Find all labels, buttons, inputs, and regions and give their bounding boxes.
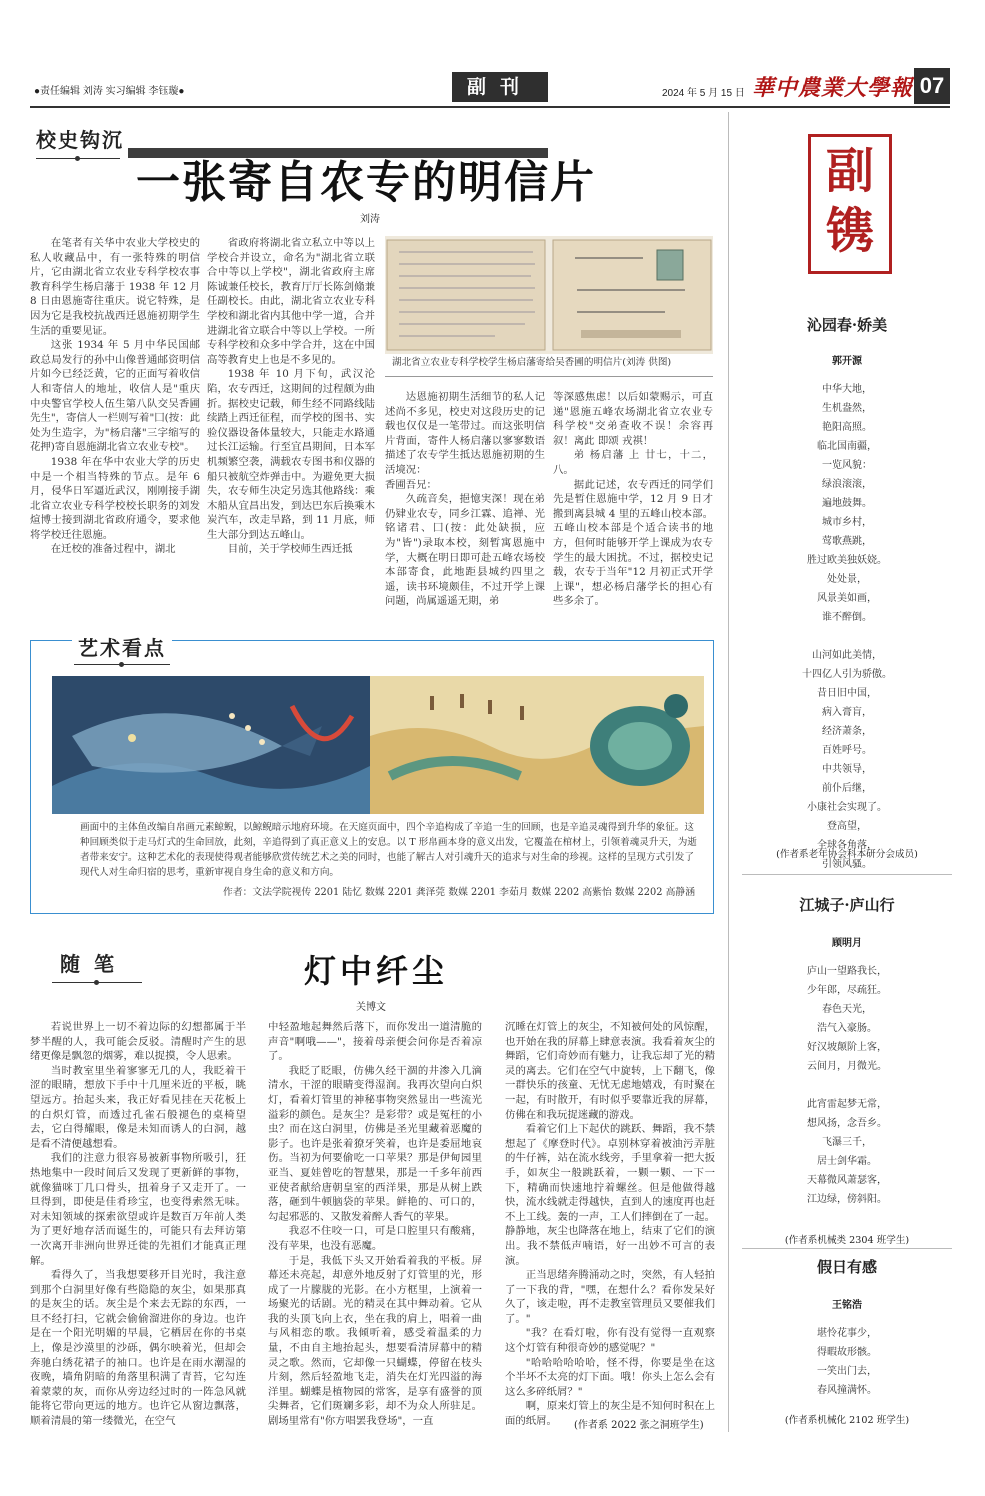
poem-line: 想风扬，念吾乡。: [807, 1118, 887, 1129]
poem-line: 庐山一望路我长，: [807, 966, 887, 977]
poem2-title: 江城子·庐山行: [799, 896, 895, 914]
poem-line: 十四亿人引为骄傲。: [802, 669, 892, 680]
article-author: 刘涛: [360, 214, 380, 225]
poem-line: 中共领导，: [822, 764, 872, 775]
sidebar-divider: [728, 112, 729, 1432]
poem-line: 谁不醉倒。: [822, 612, 872, 623]
essay-author: 关博文: [356, 1002, 386, 1013]
poem-line: 处处景，: [827, 574, 867, 585]
poem-line: 天幕微风萧瑟客，: [807, 1175, 887, 1186]
poem-line: 一览风貌：: [822, 460, 872, 471]
poem1-lines: [742, 380, 952, 874]
photo-caption: 湖北省立农业专科学校学生杨启藩寄给吴香圃的明信片(刘涛 供图): [392, 357, 672, 368]
art-caption: 画面中的主体鱼改编自帛画元素鲸鲵，以鲸鲵暗示地府环境。在天庭页面中，四个辛追构成了辛追一生的回顾，也是辛追灵魂得到升华的象征。这种回顾类似于走马灯式的生命回放，此刻，辛追得到了真正意义上的安息。以 T 形帛画本身的意义出发，它覆盖在棺材上，引领着魂灵升天，为逝者带来安宁。这种艺术化的表现使得观者能够欣赏传统艺术之美的同时，也能了解古人对引魂升天的追求与对生命的珍视。这样的呈现方式引发了现代人对生命归宿的思考，重新审视自身生命的意义和方向。: [80, 822, 697, 878]
poem-line: 艳阳高照。: [822, 422, 872, 433]
poem-line: 昔日旧中国，: [817, 688, 877, 699]
poem3-title: 假日有感: [816, 1258, 877, 1276]
poem-line: 云间月，月微光。: [807, 1061, 887, 1072]
poem-line: 生机盎然，: [822, 403, 872, 414]
poem-line: 胜过欧美独妖娆。: [807, 555, 887, 566]
artwork-right: [370, 676, 704, 814]
article1-col2: 省政府将湖北省立私立中等以上学校合并设立，命名为"湖北省立联合中等以上学校"，湖北省政府主席陈诚兼任校长，教育厅厅长陈剑翛兼任副校长。由此，湖北省立农业专科学校和湖北省内其他中学一道，合并进湖北省立联合中等以上学校。一所专科学校和众多中学合并，这在中国高等教育史上也是不多见的。 1938 年 10 月下旬，武汉沦陷，农专西迁，这期间的过程颇为曲折。据校史记载，师生经不同路线陆续踏上西迁征程，而学校的图书、实验仪器设备体量较大，只能走水路通过长江运输。行至宜昌期间，日本军机频繁空袭，满载农专图书和仪器的船只被航空炸弹击中。为避免更大损失，农专师生决定另选其他路线：乘木船从宜昌出发，到达巴东后换乘木炭汽车，改走旱路，到 11 月底，师生大部分到达五峰山。 目前，关于学校师生西迁抵: [207, 237, 375, 556]
poem-line: 飞瀑三千，: [822, 1137, 872, 1148]
poem-line: 中华大地，: [822, 384, 872, 395]
column-tag-history: 校史钩沉: [36, 128, 124, 152]
poem-line: 居士剑华霜。: [817, 1156, 877, 1167]
poem-line: 病入膏肓，: [822, 707, 872, 718]
poem3-author: 王铭浩: [832, 1300, 862, 1311]
poem2-note: (作者系机械类 2304 班学生): [784, 1235, 910, 1246]
editor-credits: ●责任编辑 刘涛 实习编辑 李钰璇●: [34, 86, 185, 97]
poem-line: 春风撞满怀。: [817, 1385, 877, 1396]
poem-line: 全球各角落，: [817, 840, 877, 851]
poem-line: 堪怜花事少，: [817, 1328, 877, 1339]
postcard-image: [385, 236, 713, 354]
essay-footnote: (作者系 2022 张之洞班学生): [574, 1420, 704, 1431]
poem3-lines: [742, 1324, 952, 1400]
column-tag-essay: 随笔: [60, 952, 128, 976]
article1-col1: 在笔者有关华中农业大学校史的私人收藏品中，有一张特殊的明信片，它由湖北省立农业专科学校农事教育科学生杨启藩于 1938 年 12 月 8 日由恩施寄往重庆。说它特殊，是因为它是我校抗战西迁恩施初期学生生活的重要见证。 这张 1934 年 5 月中华民国邮政总局发行的孙中山像普通邮资明信片如今已经泛黄，它的正面写着收信人和寄信人的地址，收信人是"重庆中央警官学校人伍生第八队交吴香圃先生"，寄信人一栏则写着"囗(按：此处为生造字，为"杨启藩"三字缩写的花押)寄自恩施湖北省立农业专校"。 1938 年在华中农业大学的历史中是一个相当特殊的节点。是年 6 月，侵华日军逼近武汉，刚刚接手湖北省立农业专科学校校长职务的刘发煊博士接到湖北省政府通令，要求他将学校迁往恩施。 在迁校的准备过程中，湖北: [30, 237, 200, 556]
sidebar-rule-2: [742, 1248, 952, 1249]
artwork-left: [52, 676, 370, 814]
essay-col3: 沉睡在灯管上的灰尘，不知被何处的风惊醒，也开始在我的屏幕上肆意表演。我看着灰尘的舞蹈，它们奇妙而有魅力，让我忘却了光的精灵的离去。它们在空气中旋转，上下翻飞，像一群快乐的孩童、无忧无虑地嬉戏，有时聚在一起，有时散开，有时似乎要靠近我的屏幕，仿佛在和我玩捉迷藏的游戏。 看着它们上下起伏的跳跃、舞蹈，我不禁想起了《摩登时代》。卓别林穿着被油污弄脏的牛仔裤，站在流水线旁，手里拿着一把大扳手，如灰尘一般跳跃着，一颗一颗、一下一下，精确而快速地拧着螺丝。但是他做得越快，流水线就走得越快，直到人的速度再也赶不上工线。轰的一声，工人们摔倒在了一起。静静地，灰尘也降落在地上，结束了它们的演出。我不禁低声喃语，好一出妙不可言的表演。 正当思绪奔腾涌动之时，突然，有人轻拍了一下我的背，"嘿，在想什么？看你发呆好久了，该走啦，再不走教室管理员又要催我们了。" "我？在看灯啦，你有没有觉得一直观察这个灯管有种很奇妙的感觉呢？" "哈哈哈哈哈哈，怪不得，你要是坐在这个半坏不太亮的灯下面。哦！你头上怎么会有这么多碎纸屑？" 啊，原来灯管上的灰尘是不知何时积在上面的纸屑。: [505, 1021, 715, 1428]
poem-line: 引领风骚。: [822, 859, 872, 870]
poem-line: 莺歌燕跳，: [822, 536, 872, 547]
tag-dot: [75, 156, 80, 161]
poem-line: 绿浪滚滚，: [822, 479, 872, 490]
essay-tag-dot: [94, 980, 99, 985]
sidebar-rule-1: [742, 874, 952, 875]
column-tag-art: 艺术看点: [72, 632, 172, 661]
poem-line: 经济萧条，: [822, 726, 872, 737]
article1-col4: 等深感焦虑！以后如蒙赐示，可直递"恩施五峰农场湖北省立农业专科学校"交弟查收不误！余容再叙！离此 即颂 戎祺！ 弟 杨启藩 上 廿七，十二，八。 据此记述，农专西迁的同学们先是暂住恩施中学，12 月 9 日才搬到离县城 4 里的五峰山校本部。五峰山校本部是个适合读书的地方，但何时能够开学上课成为农专学生的最大困扰。不过，据校史记载，农专于当年"12 月初正式开学上课"，想必杨启藩学长的担心有些多余了。: [553, 391, 713, 608]
poem-line: 前仆后继，: [822, 783, 872, 794]
masthead: 華中農業大學報: [752, 75, 914, 101]
poem2-lines: [742, 962, 952, 1209]
poem-line: [742, 1076, 952, 1095]
poem-line: 江边绿，傍斜阳。: [807, 1194, 887, 1205]
poem-line: 少年郎，尽疏狂。: [807, 985, 887, 996]
article1-col3: 达恩施初期生活细节的私人记述尚不多见，校史对这段历史的记载也仅仅是一笔带过。而这张明信片背面，寄件人杨启藩以寥寥数语描述了农专学生抵达恩施初期的生活境况： 香圃吾兄： 久疏音矣，挹憶実深！现在弟仍肄业农专，同乡江霖、追禅、光铭诸君、囗(按：此处缺损，应为"皆")录取本校，刻暂寓恩施中学，大概在明日即可赴五峰农场校本部寄食，此地距县城约四里之遥，读书环境颇佳，不过开学上课问题，尚属遥遥无期，弟: [385, 391, 545, 608]
poem-line: 百姓呼号。: [822, 745, 872, 756]
poem-line: 小康社会实现了。: [807, 802, 887, 813]
poem-line: [742, 627, 952, 646]
poem-line: 浩气入豪肠。: [817, 1023, 877, 1034]
artwork-whale-image: [52, 676, 370, 814]
poem-line: 得暇故形骸。: [817, 1347, 877, 1358]
section-band: 副刊: [452, 72, 548, 102]
artwork-heaven-image: [370, 676, 704, 814]
poem-line: 风景美如画，: [817, 593, 877, 604]
poem1-note: (作者系老年协会科本研分会成员): [776, 849, 918, 860]
sidebar-tag-box: [808, 134, 892, 274]
poem-line: 城市乡村，: [822, 517, 872, 528]
poem2-author: 顾明月: [832, 938, 862, 949]
sidebar-tag: 副镌: [825, 143, 874, 259]
art-tag-dot: [119, 662, 124, 667]
caption-rule: [385, 376, 713, 377]
poem-line: 遍地鼓舞。: [822, 498, 872, 509]
page-number: 07: [914, 68, 950, 104]
article-title: 一张寄自农专的明信片: [136, 157, 596, 208]
essay-col1: 若说世界上一切不着边际的幻想都属于半梦半醒的人，我可能会反驳。清醒时产生的思绪更像是飘忽的烟雾，难以捉摸，令人思索。 当时教室里坐着寥寥无几的人，我眨着干涩的眼睛，想放下手中十几厘米近的平板，眺望远方。抬起头来，我正好看见挂在天花板上的白炽灯管，而透过孔雀石般褪色的桌椅望去，它白得耀眼，像是未知而诱人的白洞，越是看不清便越想看。 我们的注意力很容易被新事物所吸引，狂热地集中一段时间后又发现了更新鲜的事物，就像猫咪丁几口骨头，扭着身子又走开了。一旦得到，即使是佳肴珍宝，也变得索然无味。对未知领域的探索欲望或许是数百万年前人类为了更好地存活而诞生的，可能只有去拜访第一次离开非洲向世界迁徙的先祖们才能真正理解。 看得久了，当我想要移开目光时，我注意到那个白洞里好像有些隐隐的灰尘，如果那真的是灰尘的话。灰尘是个来去无踪的东西，一旦不经打扫，它就会偷偷溜进你的身边。也许是在一个阳光明媚的早晨，它栖居在你的书桌上，像是沙漠里的沙砾，偶尔映着光，但却会奔驰白绣花裙子的袖口。也许是在雨水潮湿的夜晚，墙角阴暗的角落里积满了青苔，它勾连着蒙蒙的灰，而你从旁边经过时的一阵急风就能将它带向更远的地方。也许它从窗边飘落，顺着清晨的第一缕微光，在空气: [30, 1021, 246, 1428]
poem-line: 春色天光，: [822, 1004, 872, 1015]
poem-line: 山河如此美情，: [812, 650, 882, 661]
poem1-author: 郭开源: [832, 356, 862, 367]
poem-line: 临北国南疆，: [817, 441, 877, 452]
poem-line: 此宵雷起梦无常，: [807, 1099, 887, 1110]
poem-line: 好汉坡颠阶上客，: [807, 1042, 887, 1053]
poem-line: 一笑出门去，: [817, 1366, 877, 1377]
poem-line: 登高望，: [827, 821, 867, 832]
postcard-photo: [385, 236, 713, 354]
header-rule: [30, 106, 950, 108]
essay-title: 灯中纤尘: [304, 952, 449, 990]
poem3-note: (作者系机械化 2102 班学生): [784, 1415, 910, 1426]
issue-date: 2024 年 5 月 15 日: [662, 88, 745, 99]
poem1-title: 沁园春·娇美: [806, 316, 888, 334]
essay-col2: 中轻盈地起舞然后落下，而你发出一道清脆的声音"啊哦——"，接着母亲便会问你是否着凉了。 我眨了眨眼，仿佛久经干涸的井渗入几滴清水，干涩的眼睛变得湿润。我再次望向白炽灯，看着灯管里的神秘事物突然显出一些流光溢彩的颜色。是灰尘？是彩带？或是冤枉的小虫？而在这白洞里，仿佛是圣光里藏着恶魔的影子。也许是张着獠牙笑着，也许是委屈地哀伤。当初为何要偷吃一口苹果？那是伊甸园里亚当、夏娃曾吃的智慧果，那是一千多年前西亚使者献给唐朝皇室的西洋果，那是从树上跌落，砸到牛顿脑袋的苹果。鲜艳的、可口的，勾起邪恶的、又散发着醉人香气的苹果。 我忍不住咬一口，可是口腔里只有酸痛，没有苹果，也没有恶魔。 于是，我低下头又开始看着我的平板。屏幕还未亮起，却意外地反射了灯管里的光，形成了一片朦胧的光影。在小方框里，上演着一场聚光的话剧。光的精灵在其中舞动着。它从我的头顶飞向上衣，坐在我的肩上，唱着一曲与风相恋的歌。我倾听着，感受着温柔的力量，不由自主地抬起头，想要看清屏幕中的精灵之歌。然而，它却像一只蝴蝶，停留在枝头片刻，然后轻盈地飞走，消失在灯光四溢的海洋里。蝴蝶是植物园的常客，是享有盛誉的顶尖舞者，它们斑斓多彩，却不为众人所驻足。剧场里常有"你方唱罢我登场"，一直: [268, 1021, 482, 1428]
art-authors: 作者：文法学院视传 2201 陆忆 数媒 2201 龚泽莞 数媒 2201 李茹月 数媒 2202 高紫怡 数媒 2202 高静涵: [223, 887, 695, 898]
